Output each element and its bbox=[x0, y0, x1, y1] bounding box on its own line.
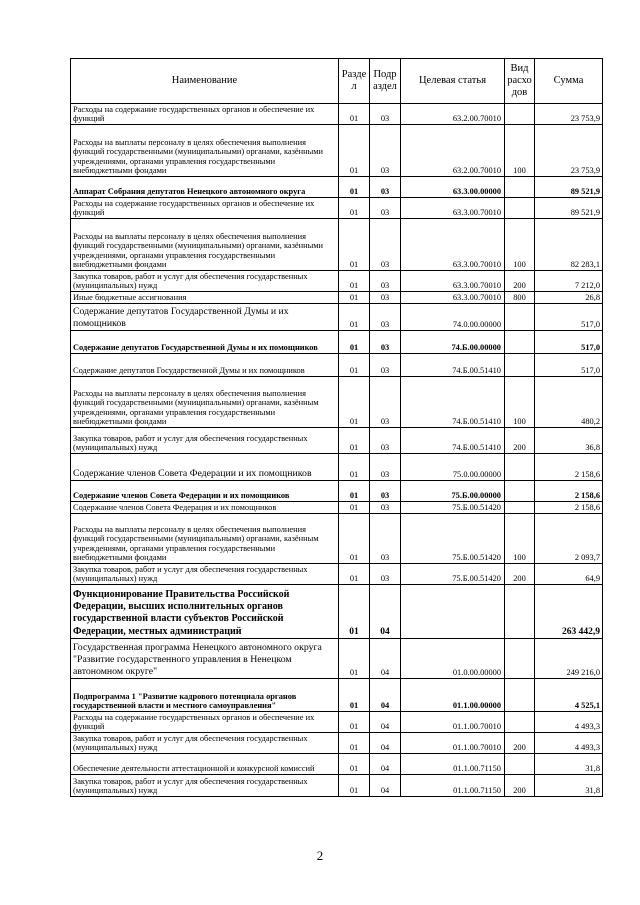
row-name-cell: Содержание членов Совета Федерация и их помощников bbox=[71, 502, 339, 514]
header-celevaya-statya: Целевая статья bbox=[401, 59, 505, 104]
row-podrazdel-cell: 03 bbox=[370, 177, 401, 198]
row-celevaya-cell: 74.0.00.00000 bbox=[401, 304, 505, 331]
table-row bbox=[71, 292, 603, 304]
row-vid-cell bbox=[505, 454, 535, 481]
row-name-cell: Расходы на содержание государственных органов и обеспечение их функций bbox=[71, 104, 339, 125]
row-name-cell: Расходы на содержание государственных органов и обеспечение их функций bbox=[71, 712, 339, 733]
row-podrazdel-cell: 04 bbox=[370, 754, 401, 775]
row-celevaya-cell: 63.3.00.70010 bbox=[401, 271, 505, 292]
header-summa: Сумма bbox=[535, 59, 603, 104]
row-vid-cell bbox=[505, 104, 535, 125]
row-podrazdel-cell: 03 bbox=[370, 331, 401, 354]
row-summa-cell: 2 093,7 bbox=[535, 514, 603, 564]
row-razdel-cell: 01 bbox=[339, 104, 370, 125]
table-row bbox=[71, 502, 603, 514]
row-celevaya-cell: 63.2.00.70010 bbox=[401, 125, 505, 177]
row-summa-cell: 82 283,1 bbox=[535, 219, 603, 271]
row-name-cell: Содержание членов Совета Федерации и их помощников bbox=[71, 454, 339, 481]
row-celevaya-cell: 74.Б.00.51410 bbox=[401, 354, 505, 377]
row-podrazdel-cell: 03 bbox=[370, 454, 401, 481]
row-summa-cell: 31,8 bbox=[535, 754, 603, 775]
row-podrazdel-cell: 04 bbox=[370, 733, 401, 754]
table-row bbox=[71, 775, 603, 797]
row-podrazdel-cell: 04 bbox=[370, 775, 401, 797]
row-celevaya-cell: 75.0.00.00000 bbox=[401, 454, 505, 481]
row-podrazdel-cell: 03 bbox=[370, 271, 401, 292]
row-celevaya-cell: 63.3.00.70010 bbox=[401, 219, 505, 271]
row-vid-cell bbox=[505, 331, 535, 354]
row-vid-cell bbox=[505, 354, 535, 377]
row-vid-cell bbox=[505, 481, 535, 502]
row-summa-cell: 517,0 bbox=[535, 354, 603, 377]
row-celevaya-cell: 01.1.00.70010 bbox=[401, 712, 505, 733]
row-name-cell: Содержание депутатов Государственной Думы и их помощников bbox=[71, 331, 339, 354]
row-summa-cell: 2 158,6 bbox=[535, 502, 603, 514]
row-summa-cell: 517,0 bbox=[535, 304, 603, 331]
row-celevaya-cell: 75.Б.00.51420 bbox=[401, 564, 505, 585]
row-podrazdel-cell: 03 bbox=[370, 292, 401, 304]
table-row bbox=[71, 377, 603, 428]
table-row bbox=[71, 585, 603, 639]
table-row bbox=[71, 198, 603, 219]
row-razdel-cell: 01 bbox=[339, 564, 370, 585]
row-celevaya-cell: 01.1.00.71150 bbox=[401, 754, 505, 775]
row-name-cell: Содержание депутатов Государственной Думы и их помощников bbox=[71, 354, 339, 377]
row-razdel-cell: 01 bbox=[339, 454, 370, 481]
row-vid-cell: 200 bbox=[505, 733, 535, 754]
row-vid-cell: 200 bbox=[505, 428, 535, 454]
header-name: Наименование bbox=[71, 59, 339, 104]
row-razdel-cell: 01 bbox=[339, 585, 370, 639]
row-summa-cell: 517,0 bbox=[535, 331, 603, 354]
row-summa-cell: 263 442,9 bbox=[535, 585, 603, 639]
row-vid-cell: 200 bbox=[505, 775, 535, 797]
row-summa-cell: 4 525,1 bbox=[535, 679, 603, 712]
row-podrazdel-cell: 04 bbox=[370, 679, 401, 712]
row-celevaya-cell: 74.Б.00.00000 bbox=[401, 331, 505, 354]
row-name-cell: Функционирование Правительства Российской Федерации, высших исполнительных органов государственной власти субъектов Российской Федерации, местных администраций bbox=[71, 585, 339, 639]
row-vid-cell bbox=[505, 502, 535, 514]
row-summa-cell: 7 212,0 bbox=[535, 271, 603, 292]
table-row bbox=[71, 564, 603, 585]
row-vid-cell bbox=[505, 304, 535, 331]
budget-table bbox=[70, 58, 603, 797]
table-row bbox=[71, 481, 603, 502]
row-name-cell: Закупка товаров, работ и услуг для обеспечения государственных (муниципальных) нужд bbox=[71, 428, 339, 454]
row-celevaya-cell: 63.3.00.70010 bbox=[401, 292, 505, 304]
row-celevaya-cell: 01.1.00.71150 bbox=[401, 775, 505, 797]
row-podrazdel-cell: 03 bbox=[370, 564, 401, 585]
row-razdel-cell: 01 bbox=[339, 428, 370, 454]
row-podrazdel-cell: 04 bbox=[370, 639, 401, 679]
row-summa-cell: 480,2 bbox=[535, 377, 603, 428]
table-row bbox=[71, 514, 603, 564]
row-name-cell: Аппарат Собрания депутатов Ненецкого автономного округа bbox=[71, 177, 339, 198]
row-celevaya-cell: 63.2.00.70010 bbox=[401, 104, 505, 125]
row-podrazdel-cell: 04 bbox=[370, 712, 401, 733]
row-vid-cell bbox=[505, 177, 535, 198]
table-row bbox=[71, 177, 603, 198]
page-number: 2 bbox=[316, 848, 324, 863]
row-vid-cell: 100 bbox=[505, 514, 535, 564]
table-header-row bbox=[71, 59, 603, 104]
row-razdel-cell: 01 bbox=[339, 125, 370, 177]
row-vid-cell: 800 bbox=[505, 292, 535, 304]
row-summa-cell: 2 158,6 bbox=[535, 454, 603, 481]
row-podrazdel-cell: 03 bbox=[370, 125, 401, 177]
row-podrazdel-cell: 03 bbox=[370, 481, 401, 502]
row-celevaya-cell: 63.3.00.00000 bbox=[401, 177, 505, 198]
table-row bbox=[71, 271, 603, 292]
table-row bbox=[71, 679, 603, 712]
table-row bbox=[71, 639, 603, 679]
table-row bbox=[71, 304, 603, 331]
row-name-cell: Содержание членов Совета Федерации и их помощников bbox=[71, 481, 339, 502]
table-row bbox=[71, 754, 603, 775]
row-celevaya-cell: 63.3.00.70010 bbox=[401, 198, 505, 219]
row-podrazdel-cell: 03 bbox=[370, 377, 401, 428]
table-row bbox=[71, 125, 603, 177]
row-name-cell: Расходы на содержание государственных органов и обеспечение их функций bbox=[71, 198, 339, 219]
header-podrazdel: Подр аздел bbox=[370, 59, 401, 104]
row-razdel-cell: 01 bbox=[339, 198, 370, 219]
row-name-cell: Закупка товаров, работ и услуг для обеспечения государственных (муниципальных) нужд bbox=[71, 271, 339, 292]
row-name-cell: Расходы на выплаты персоналу в целях обеспечения выполнения функций государственными (муниципальными) органами, казённым учреждениями, органами управления государственными внебюджетными фондами bbox=[71, 514, 339, 564]
row-razdel-cell: 01 bbox=[339, 354, 370, 377]
table-row bbox=[71, 733, 603, 754]
row-podrazdel-cell: 03 bbox=[370, 198, 401, 219]
header-razdel: Разде л bbox=[339, 59, 370, 104]
row-name-cell: Закупка товаров, работ и услуг для обеспечения государственных (муниципальных) нужд bbox=[71, 733, 339, 754]
row-vid-cell bbox=[505, 679, 535, 712]
row-razdel-cell: 01 bbox=[339, 502, 370, 514]
row-podrazdel-cell: 03 bbox=[370, 502, 401, 514]
table-row bbox=[71, 104, 603, 125]
row-vid-cell bbox=[505, 754, 535, 775]
row-summa-cell: 26,8 bbox=[535, 292, 603, 304]
row-razdel-cell: 01 bbox=[339, 679, 370, 712]
row-razdel-cell: 01 bbox=[339, 271, 370, 292]
row-vid-cell bbox=[505, 639, 535, 679]
row-celevaya-cell bbox=[401, 585, 505, 639]
row-name-cell: Государственная программа Ненецкого автономного округа "Развитие государственного управления в Ненецком автономном округе" bbox=[71, 639, 339, 679]
row-razdel-cell: 01 bbox=[339, 514, 370, 564]
row-razdel-cell: 01 bbox=[339, 481, 370, 502]
row-celevaya-cell: 75.Б.00.51420 bbox=[401, 514, 505, 564]
row-summa-cell: 4 493,3 bbox=[535, 733, 603, 754]
row-summa-cell: 23 753,9 bbox=[535, 104, 603, 125]
row-podrazdel-cell: 03 bbox=[370, 354, 401, 377]
row-podrazdel-cell: 03 bbox=[370, 514, 401, 564]
row-vid-cell bbox=[505, 198, 535, 219]
row-razdel-cell: 01 bbox=[339, 377, 370, 428]
row-vid-cell: 100 bbox=[505, 377, 535, 428]
row-celevaya-cell: 75.Б.00.00000 bbox=[401, 481, 505, 502]
table-row bbox=[71, 428, 603, 454]
row-name-cell: Обеспечение деятельности аттестационной и конкурсной комиссий bbox=[71, 754, 339, 775]
row-summa-cell: 249 216,0 bbox=[535, 639, 603, 679]
row-razdel-cell: 01 bbox=[339, 733, 370, 754]
row-name-cell: Иные бюджетные ассигнования bbox=[71, 292, 339, 304]
row-summa-cell: 64,9 bbox=[535, 564, 603, 585]
header-vid-rashodov: Вид расхо дов bbox=[505, 59, 535, 104]
row-podrazdel-cell: 03 bbox=[370, 428, 401, 454]
table-row bbox=[71, 454, 603, 481]
row-celevaya-cell: 01.0.00.00000 bbox=[401, 639, 505, 679]
row-vid-cell: 100 bbox=[505, 125, 535, 177]
row-vid-cell bbox=[505, 712, 535, 733]
row-summa-cell: 31,8 bbox=[535, 775, 603, 797]
row-celevaya-cell: 74.Б.00.51410 bbox=[401, 428, 505, 454]
row-celevaya-cell: 01.1.00.70010 bbox=[401, 733, 505, 754]
row-name-cell: Расходы на выплаты персоналу в целях обеспечения выполнения функций государственными (муниципальными) органами, казённым учреждениями, органами управления государственными внебюджетными фондами bbox=[71, 377, 339, 428]
row-name-cell: Содержание депутатов Государственной Думы и их помощников bbox=[71, 304, 339, 331]
table-row bbox=[71, 354, 603, 377]
table-row bbox=[71, 712, 603, 733]
row-vid-cell: 200 bbox=[505, 564, 535, 585]
row-name-cell: Закупка товаров, работ и услуг для обеспечения государственных (муниципальных) нужд bbox=[71, 775, 339, 797]
row-razdel-cell: 01 bbox=[339, 219, 370, 271]
row-razdel-cell: 01 bbox=[339, 304, 370, 331]
row-celevaya-cell: 75.Б.00.51420 bbox=[401, 502, 505, 514]
row-vid-cell bbox=[505, 585, 535, 639]
row-summa-cell: 4 493,3 bbox=[535, 712, 603, 733]
row-razdel-cell: 01 bbox=[339, 292, 370, 304]
row-podrazdel-cell: 03 bbox=[370, 104, 401, 125]
row-razdel-cell: 01 bbox=[339, 639, 370, 679]
row-vid-cell: 100 bbox=[505, 219, 535, 271]
budget-table-container bbox=[70, 58, 602, 797]
row-summa-cell: 89 521,9 bbox=[535, 198, 603, 219]
row-razdel-cell: 01 bbox=[339, 712, 370, 733]
row-name-cell: Закупка товаров, работ и услуг для обеспечения государственных (муниципальных) нужд bbox=[71, 564, 339, 585]
row-razdel-cell: 01 bbox=[339, 754, 370, 775]
row-razdel-cell: 01 bbox=[339, 177, 370, 198]
row-name-cell: Подпрограмма 1 "Развитие кадрового потенциала органов государственной власти и местного самоуправления" bbox=[71, 679, 339, 712]
row-podrazdel-cell: 03 bbox=[370, 219, 401, 271]
table-row bbox=[71, 219, 603, 271]
row-summa-cell: 89 521,9 bbox=[535, 177, 603, 198]
row-podrazdel-cell: 03 bbox=[370, 304, 401, 331]
row-celevaya-cell: 01.1.00.00000 bbox=[401, 679, 505, 712]
row-summa-cell: 2 158,6 bbox=[535, 481, 603, 502]
row-name-cell: Расходы на выплаты персоналу в целях обеспечения выполнения функций государственными (муниципальными) органами, казёнными учреждениями, органами управления государственными внебюджетными фондами bbox=[71, 219, 339, 271]
row-summa-cell: 23 753,9 bbox=[535, 125, 603, 177]
table-row bbox=[71, 331, 603, 354]
row-summa-cell: 36,8 bbox=[535, 428, 603, 454]
row-vid-cell: 200 bbox=[505, 271, 535, 292]
row-razdel-cell: 01 bbox=[339, 331, 370, 354]
row-podrazdel-cell: 04 bbox=[370, 585, 401, 639]
row-celevaya-cell: 74.Б.00.51410 bbox=[401, 377, 505, 428]
row-name-cell: Расходы на выплаты персоналу в целях обеспечения выполнения функций государственными (муниципальными) органами, казёнными учреждениями, органами управления государственными внебюджетными фондами bbox=[71, 125, 339, 177]
row-razdel-cell: 01 bbox=[339, 775, 370, 797]
